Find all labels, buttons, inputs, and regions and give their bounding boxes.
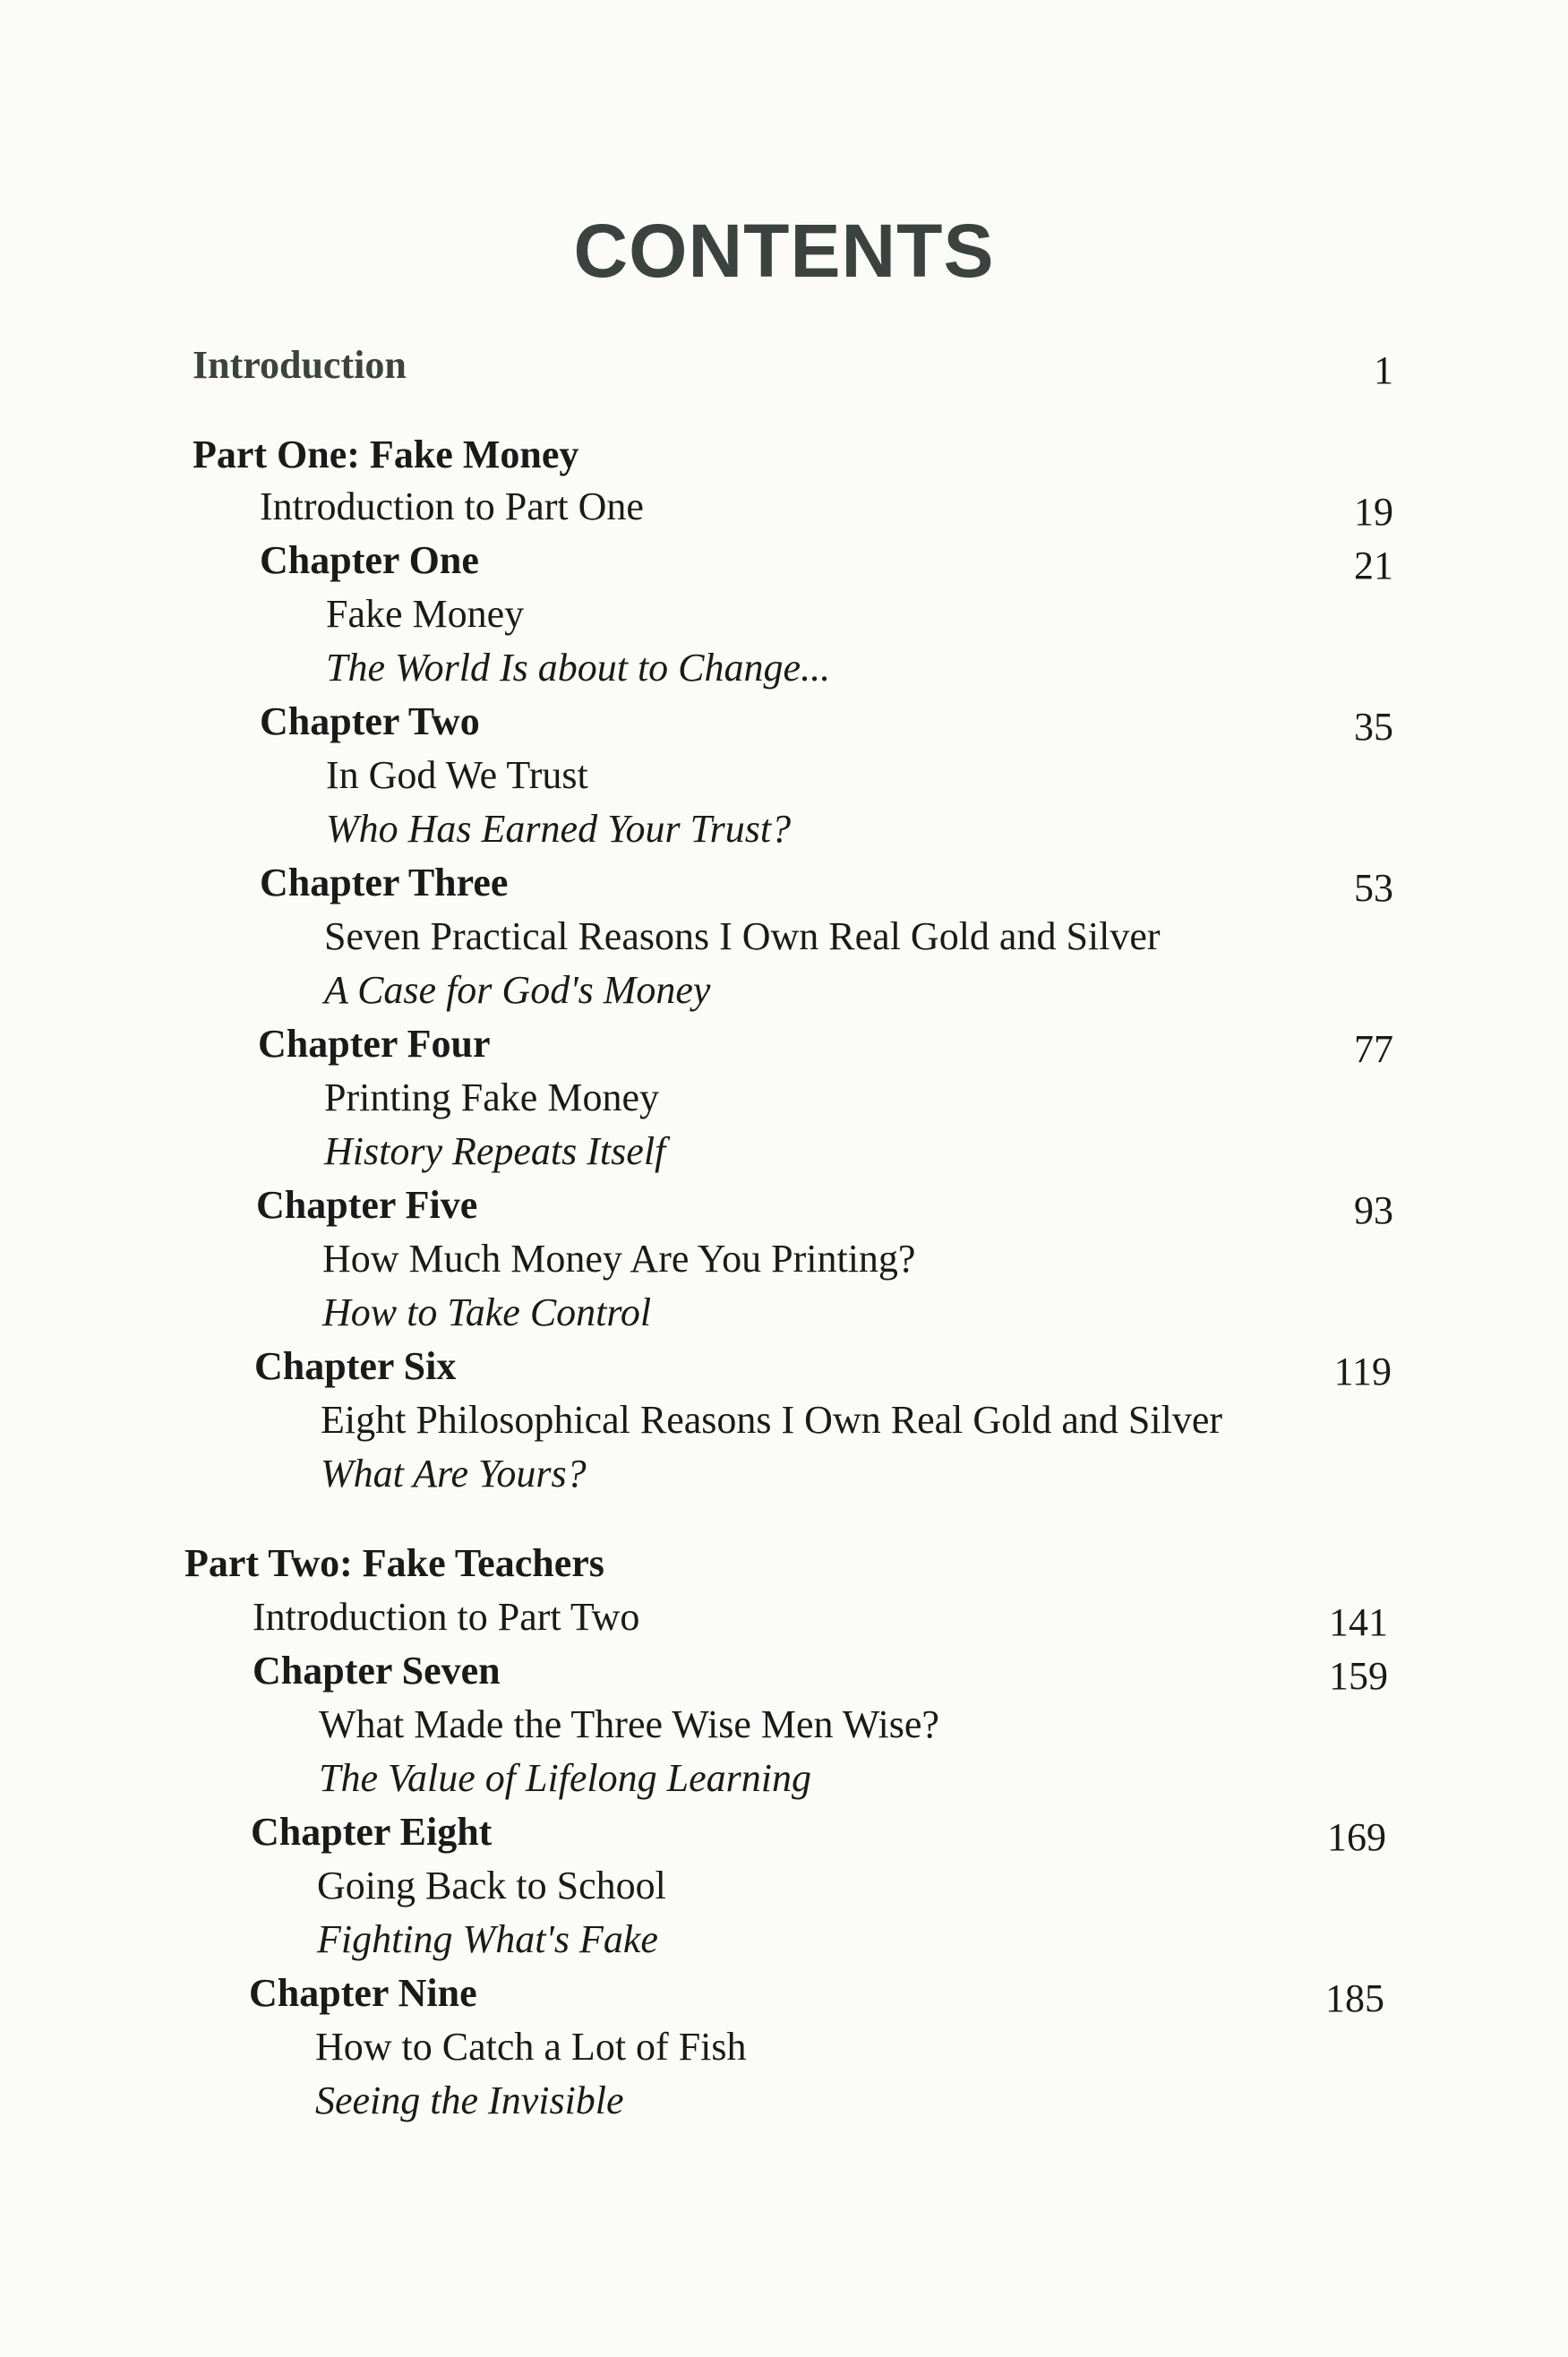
chapter-page: 169: [1327, 1815, 1386, 1859]
chapter-subtitle: The Value of Lifelong Learning: [319, 1756, 811, 1800]
chapter-page: 185: [1325, 1976, 1384, 2020]
chapter-label: Chapter Four: [258, 1022, 491, 1066]
chapter-title: Printing Fake Money: [324, 1076, 659, 1119]
chapter-label: Chapter Five: [256, 1183, 478, 1227]
chapter-title: Fake Money: [326, 592, 525, 636]
chapter-title: How to Catch a Lot of Fish: [315, 2025, 747, 2069]
chapter-label: Chapter Six: [254, 1344, 457, 1388]
chapter-page: 77: [1354, 1027, 1393, 1071]
chapter-title: How Much Money Are You Printing?: [322, 1237, 916, 1281]
part-one-intro-label: Introduction to Part One: [260, 484, 644, 528]
chapter-label: Chapter Eight: [251, 1810, 493, 1854]
chapter-title: In God We Trust: [326, 753, 588, 797]
chapter-subtitle: A Case for God's Money: [324, 968, 711, 1012]
part-two-intro-page: 141: [1329, 1600, 1388, 1644]
chapter-page: 119: [1333, 1350, 1392, 1393]
chapter-subtitle: How to Take Control: [322, 1290, 652, 1334]
chapter-subtitle: The World Is about to Change...: [326, 646, 831, 690]
chapter-subtitle: Who Has Earned Your Trust?: [326, 807, 792, 851]
chapter-title: What Made the Three Wise Men Wise?: [319, 1702, 939, 1746]
chapter-subtitle: Seeing the Invisible: [315, 2078, 624, 2122]
chapter-subtitle: History Repeats Itself: [324, 1129, 666, 1173]
page-title: CONTENTS: [573, 209, 995, 293]
chapter-page: 159: [1329, 1654, 1388, 1698]
chapter-title: Eight Philosophical Reasons I Own Real Gold and Silver: [321, 1398, 1222, 1442]
chapter-label: Chapter Nine: [249, 1971, 477, 2015]
chapter-label: Chapter Two: [260, 699, 480, 743]
part-one-heading: Part One: Fake Money: [193, 433, 579, 476]
part-two-intro-label: Introduction to Part Two: [253, 1595, 640, 1639]
chapter-page: 35: [1354, 705, 1393, 749]
chapter-page: 93: [1354, 1188, 1393, 1232]
part-two-heading: Part Two: Fake Teachers: [184, 1541, 604, 1585]
chapter-label: Chapter One: [260, 538, 479, 582]
chapter-label: Chapter Seven: [253, 1649, 501, 1693]
chapter-title: Going Back to School: [317, 1864, 666, 1907]
part-one-intro-page: 19: [1354, 490, 1393, 534]
chapter-label: Chapter Three: [260, 861, 509, 904]
chapter-page: 21: [1354, 544, 1393, 587]
introduction-label: Introduction: [193, 343, 407, 387]
chapter-title: Seven Practical Reasons I Own Real Gold and Silver: [324, 914, 1161, 958]
introduction-page: 1: [1374, 348, 1393, 392]
chapter-subtitle: Fighting What's Fake: [317, 1917, 658, 1961]
chapter-page: 53: [1354, 866, 1393, 910]
chapter-subtitle: What Are Yours?: [321, 1452, 587, 1496]
